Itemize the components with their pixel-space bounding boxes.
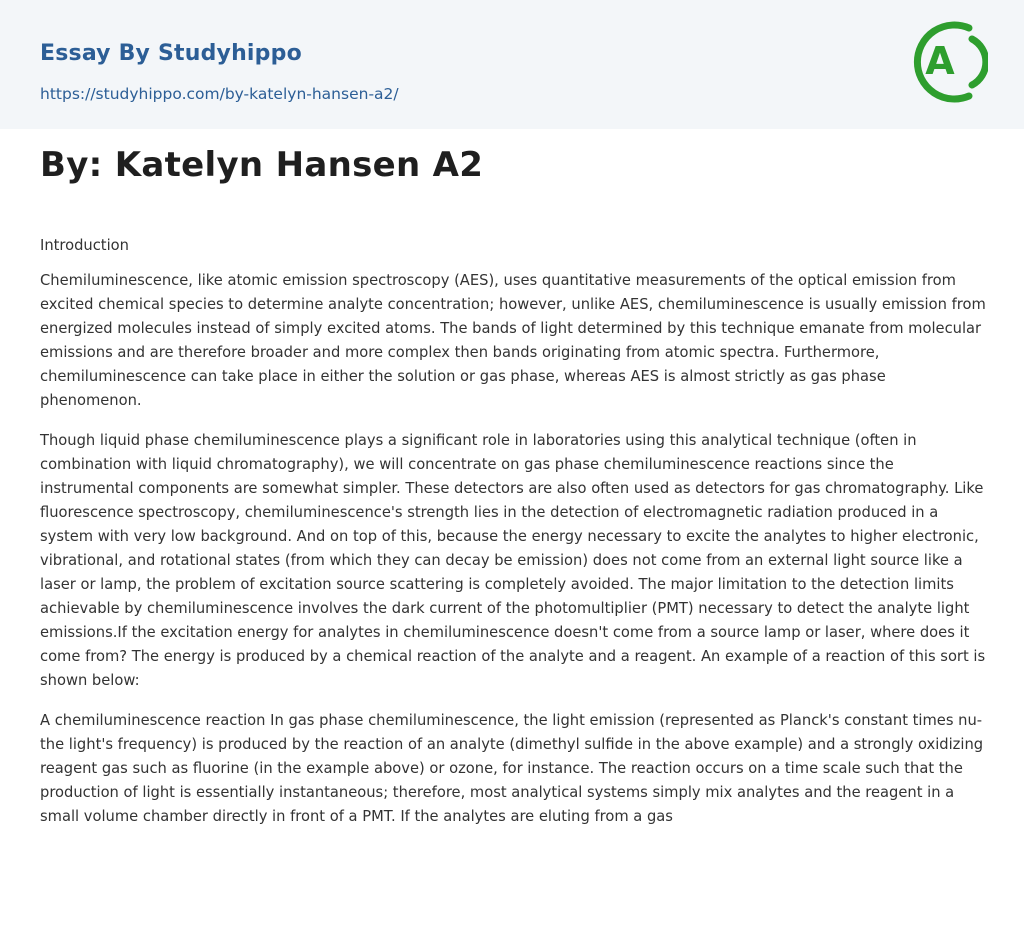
site-header <box>0 0 1024 129</box>
page-title: By: Katelyn Hansen A2 <box>40 145 484 185</box>
logo-letter: A <box>925 39 955 83</box>
studyhippo-logo-icon[interactable] <box>910 18 988 106</box>
paragraph-2: Though liquid phase chemiluminescence plays a significant role in laboratories using this analytical technique (often in combination with liquid chromatography), we will concentrate on gas phase chemiluminescence reactions since the instrumental components are somewhat simpler. These detectors are also often used as detectors for gas chromatography. Like fluorescence spectroscopy, chemiluminescence's strength lies in the detection of electromagnetic radiation produced in a system with very low background. And on top of this, because the energy necessary to excite the analytes to higher electronic, vibrational, and rotational states (from which they can decay be emission) does not come from an external light source like a laser or lamp, the problem of excitation source scattering is completely avoided. The major limitation to the detection limits achievable by chemiluminescence involves the dark current of the photomultiplier (PMT) necessary to detect the analyte light emissions.If the excitation energy for analytes in chemiluminescence doesn't come from a source lamp or laser, where does it come from? The energy is produced by a chemical reaction of the analyte and a reagent. An example of a reaction of this sort is shown below: <box>40 432 986 689</box>
paragraph-1: Chemiluminescence, like atomic emission spectroscopy (AES), uses quantitative measurements of the optical emission from excited chemical species to determine analyte concentration; however, unlike AES, chemiluminescence is usually emission from energized molecules instead of simply excited atoms. The bands of light determined by this technique emanate from molecular emissions and are therefore broader and more complex then bands originating from atomic spectra. Furthermore, chemiluminescence can take place in either the solution or gas phase, whereas AES is almost strictly as gas phase phenomenon. <box>40 272 986 409</box>
source-url-link[interactable]: https://studyhippo.com/by-katelyn-hansen-a2/ <box>40 85 399 103</box>
brand-title[interactable]: Essay By Studyhippo <box>40 41 302 66</box>
paragraph-3: A chemiluminescence reaction In gas phase chemiluminescence, the light emission (represented as Planck's constant times nu-the light's frequency) is produced by the reaction of an analyte (dimethyl sulfide in the above example) and a strongly oxidizing reagent gas such as fluorine (in the example above) or ozone, for instance. The reaction occurs on a time scale such that the production of light is essentially instantaneous; therefore, most analytical systems simply mix analytes and the reagent in a small volume chamber directly in front of a PMT. If the analytes are eluting from a gas <box>40 712 984 825</box>
article-body <box>40 236 986 845</box>
section-heading: Introduction <box>40 237 129 254</box>
